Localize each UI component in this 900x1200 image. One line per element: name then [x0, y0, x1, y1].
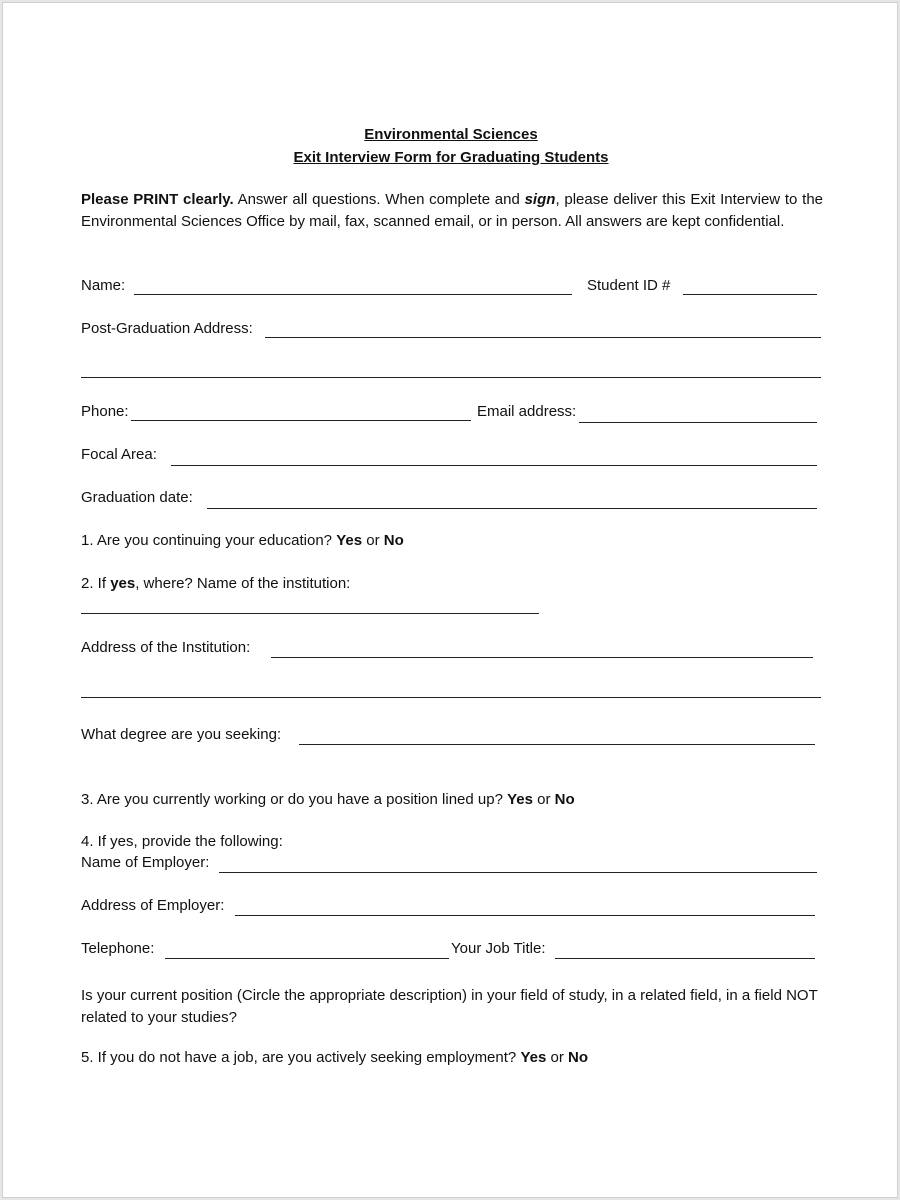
employer-address-field[interactable] [235, 915, 815, 916]
institution-address-label: Address of the Institution: [81, 639, 251, 656]
graduation-date-field[interactable] [207, 508, 817, 509]
question-3-no[interactable]: No [554, 791, 575, 808]
instructions-paragraph [81, 189, 823, 233]
question-5-yes[interactable]: Yes [520, 1049, 547, 1066]
phone-field[interactable] [131, 420, 471, 421]
question-1 [81, 532, 404, 549]
post-grad-address-field[interactable] [265, 337, 821, 338]
name-label: Name: [81, 277, 126, 294]
question-3-or: or [532, 791, 555, 808]
instructions-text-2: , please deliver this Exit Interview to the Environmental Sciences Office by mail, fax, scanned email, or in person. All answers are kept confidential. [81, 191, 823, 230]
form-subtitle: Exit Interview Form for Graduating Students [293, 149, 609, 166]
form-page [2, 2, 898, 1198]
phone-label: Phone: [81, 403, 129, 420]
form-title: Environmental Sciences [364, 126, 538, 143]
instructions-lead: Please PRINT clearly. [81, 191, 234, 208]
institution-name-field[interactable] [81, 613, 539, 614]
question-1-yes[interactable]: Yes [336, 532, 363, 549]
focal-area-label: Focal Area: [81, 446, 157, 463]
degree-field[interactable] [299, 744, 815, 745]
student-id-field[interactable] [683, 294, 817, 295]
question-3-text: 3. Are you currently working or do you have a position lined up? [81, 791, 508, 808]
question-2-pre: 2. If [81, 575, 111, 592]
question-5-or: or [546, 1049, 568, 1066]
telephone-field[interactable] [165, 958, 449, 959]
question-4: 4. If yes, provide the following: [81, 833, 283, 850]
post-grad-address-label: Post-Graduation Address: [81, 320, 253, 337]
question-2-yes: yes [110, 575, 136, 592]
student-id-label: Student ID # [587, 277, 671, 294]
question-3-yes[interactable]: Yes [507, 791, 533, 808]
question-2-text: , where? Name of the institution: [135, 575, 351, 592]
job-title-field[interactable] [555, 958, 815, 959]
degree-label: What degree are you seeking: [81, 726, 282, 743]
question-5-no[interactable]: No [568, 1049, 588, 1066]
institution-address-field[interactable] [271, 657, 813, 658]
question-1-no[interactable]: No [383, 532, 404, 549]
question-3 [81, 791, 575, 808]
question-5-text: 5. If you do not have a job, are you actively seeking employment? [81, 1049, 521, 1066]
email-label: Email address: [477, 403, 577, 420]
question-1-or: or [362, 532, 384, 549]
email-field[interactable] [579, 422, 817, 423]
question-1-text: 1. Are you continuing your education? [81, 532, 337, 549]
job-title-label: Your Job Title: [451, 940, 546, 957]
question-2 [81, 575, 350, 592]
telephone-label: Telephone: [81, 940, 155, 957]
name-field[interactable] [134, 294, 572, 295]
question-5 [81, 1049, 588, 1066]
employer-address-label: Address of Employer: [81, 897, 225, 914]
position-question: Is your current position (Circle the appropriate description) in your field of study, in a related field, in a field NOT related to your studies? [81, 987, 818, 1026]
focal-area-field[interactable] [171, 465, 817, 466]
employer-name-field[interactable] [219, 872, 817, 873]
institution-address-field-2[interactable] [81, 697, 821, 698]
post-grad-address-field-2[interactable] [81, 377, 821, 378]
instructions-text-1: Answer all questions. When complete and [233, 191, 525, 208]
graduation-date-label: Graduation date: [81, 489, 193, 506]
instructions-sign: sign [524, 191, 556, 208]
employer-name-label: Name of Employer: [81, 854, 210, 871]
